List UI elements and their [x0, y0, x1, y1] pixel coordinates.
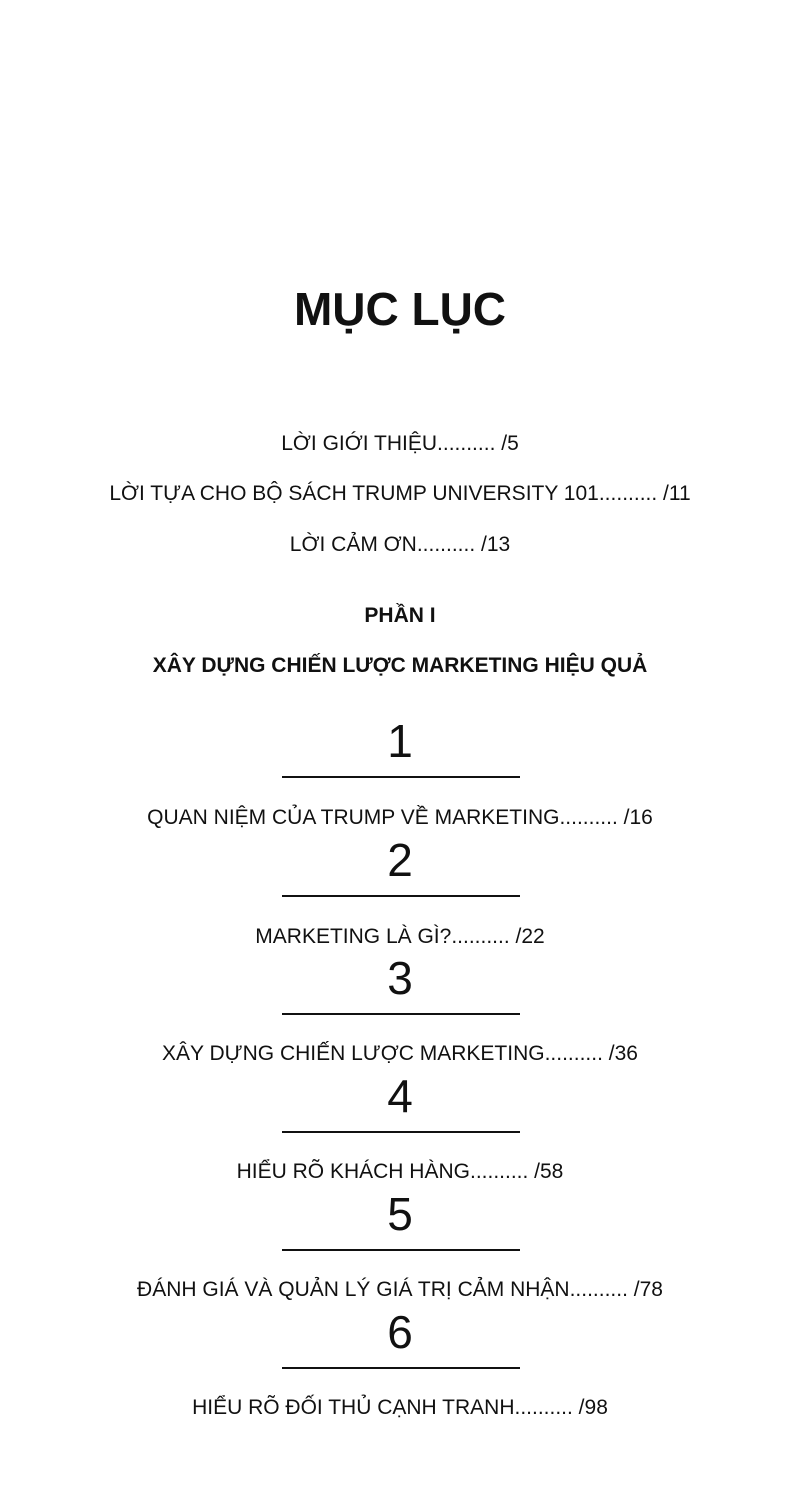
toc-entry-acknowledgements: LỜI CẢM ƠN.......... /13 [289, 533, 511, 556]
chapter-number: 2 [387, 834, 413, 886]
chapter-number: 1 [387, 715, 413, 767]
chapter-number: 6 [387, 1306, 413, 1358]
chapter-divider [282, 1249, 520, 1251]
toc-entry-chapter: XÂY DỰNG CHIẾN LƯỢC MARKETING.......... /36 [162, 1042, 638, 1065]
chapter-number: 5 [387, 1188, 413, 1240]
chapter-divider [282, 895, 520, 897]
part-label: PHẦN I [364, 604, 436, 627]
chapter-divider [282, 776, 520, 778]
chapter-number: 3 [387, 952, 413, 1004]
chapter-divider [282, 1013, 520, 1015]
toc-entry-chapter: ĐÁNH GIÁ VÀ QUẢN LÝ GIÁ TRỊ CẢM NHẬN.......... /78 [137, 1278, 663, 1301]
chapter-divider [282, 1131, 520, 1133]
page-title: MỤC LỤC [293, 283, 507, 335]
toc-entry-chapter: HIỂU RÕ KHÁCH HÀNG.......... /58 [236, 1160, 564, 1183]
chapter-divider [282, 1367, 520, 1369]
toc-entry-chapter: MARKETING LÀ GÌ?.......... /22 [255, 925, 545, 948]
toc-entry-preface: LỜI TỰA CHO BỘ SÁCH TRUMP UNIVERSITY 101.......... /11 [109, 482, 691, 505]
chapter-number: 4 [387, 1070, 413, 1122]
part-title: XÂY DỰNG CHIẾN LƯỢC MARKETING HIỆU QUẢ [152, 654, 648, 677]
toc-entry-chapter: HIỂU RÕ ĐỐI THỦ CẠNH TRANH.......... /98 [192, 1396, 608, 1419]
toc-entry-introduction: LỜI GIỚI THIỆU.......... /5 [281, 432, 519, 455]
toc-entry-chapter: QUAN NIỆM CỦA TRUMP VỀ MARKETING.......... /16 [147, 806, 653, 829]
